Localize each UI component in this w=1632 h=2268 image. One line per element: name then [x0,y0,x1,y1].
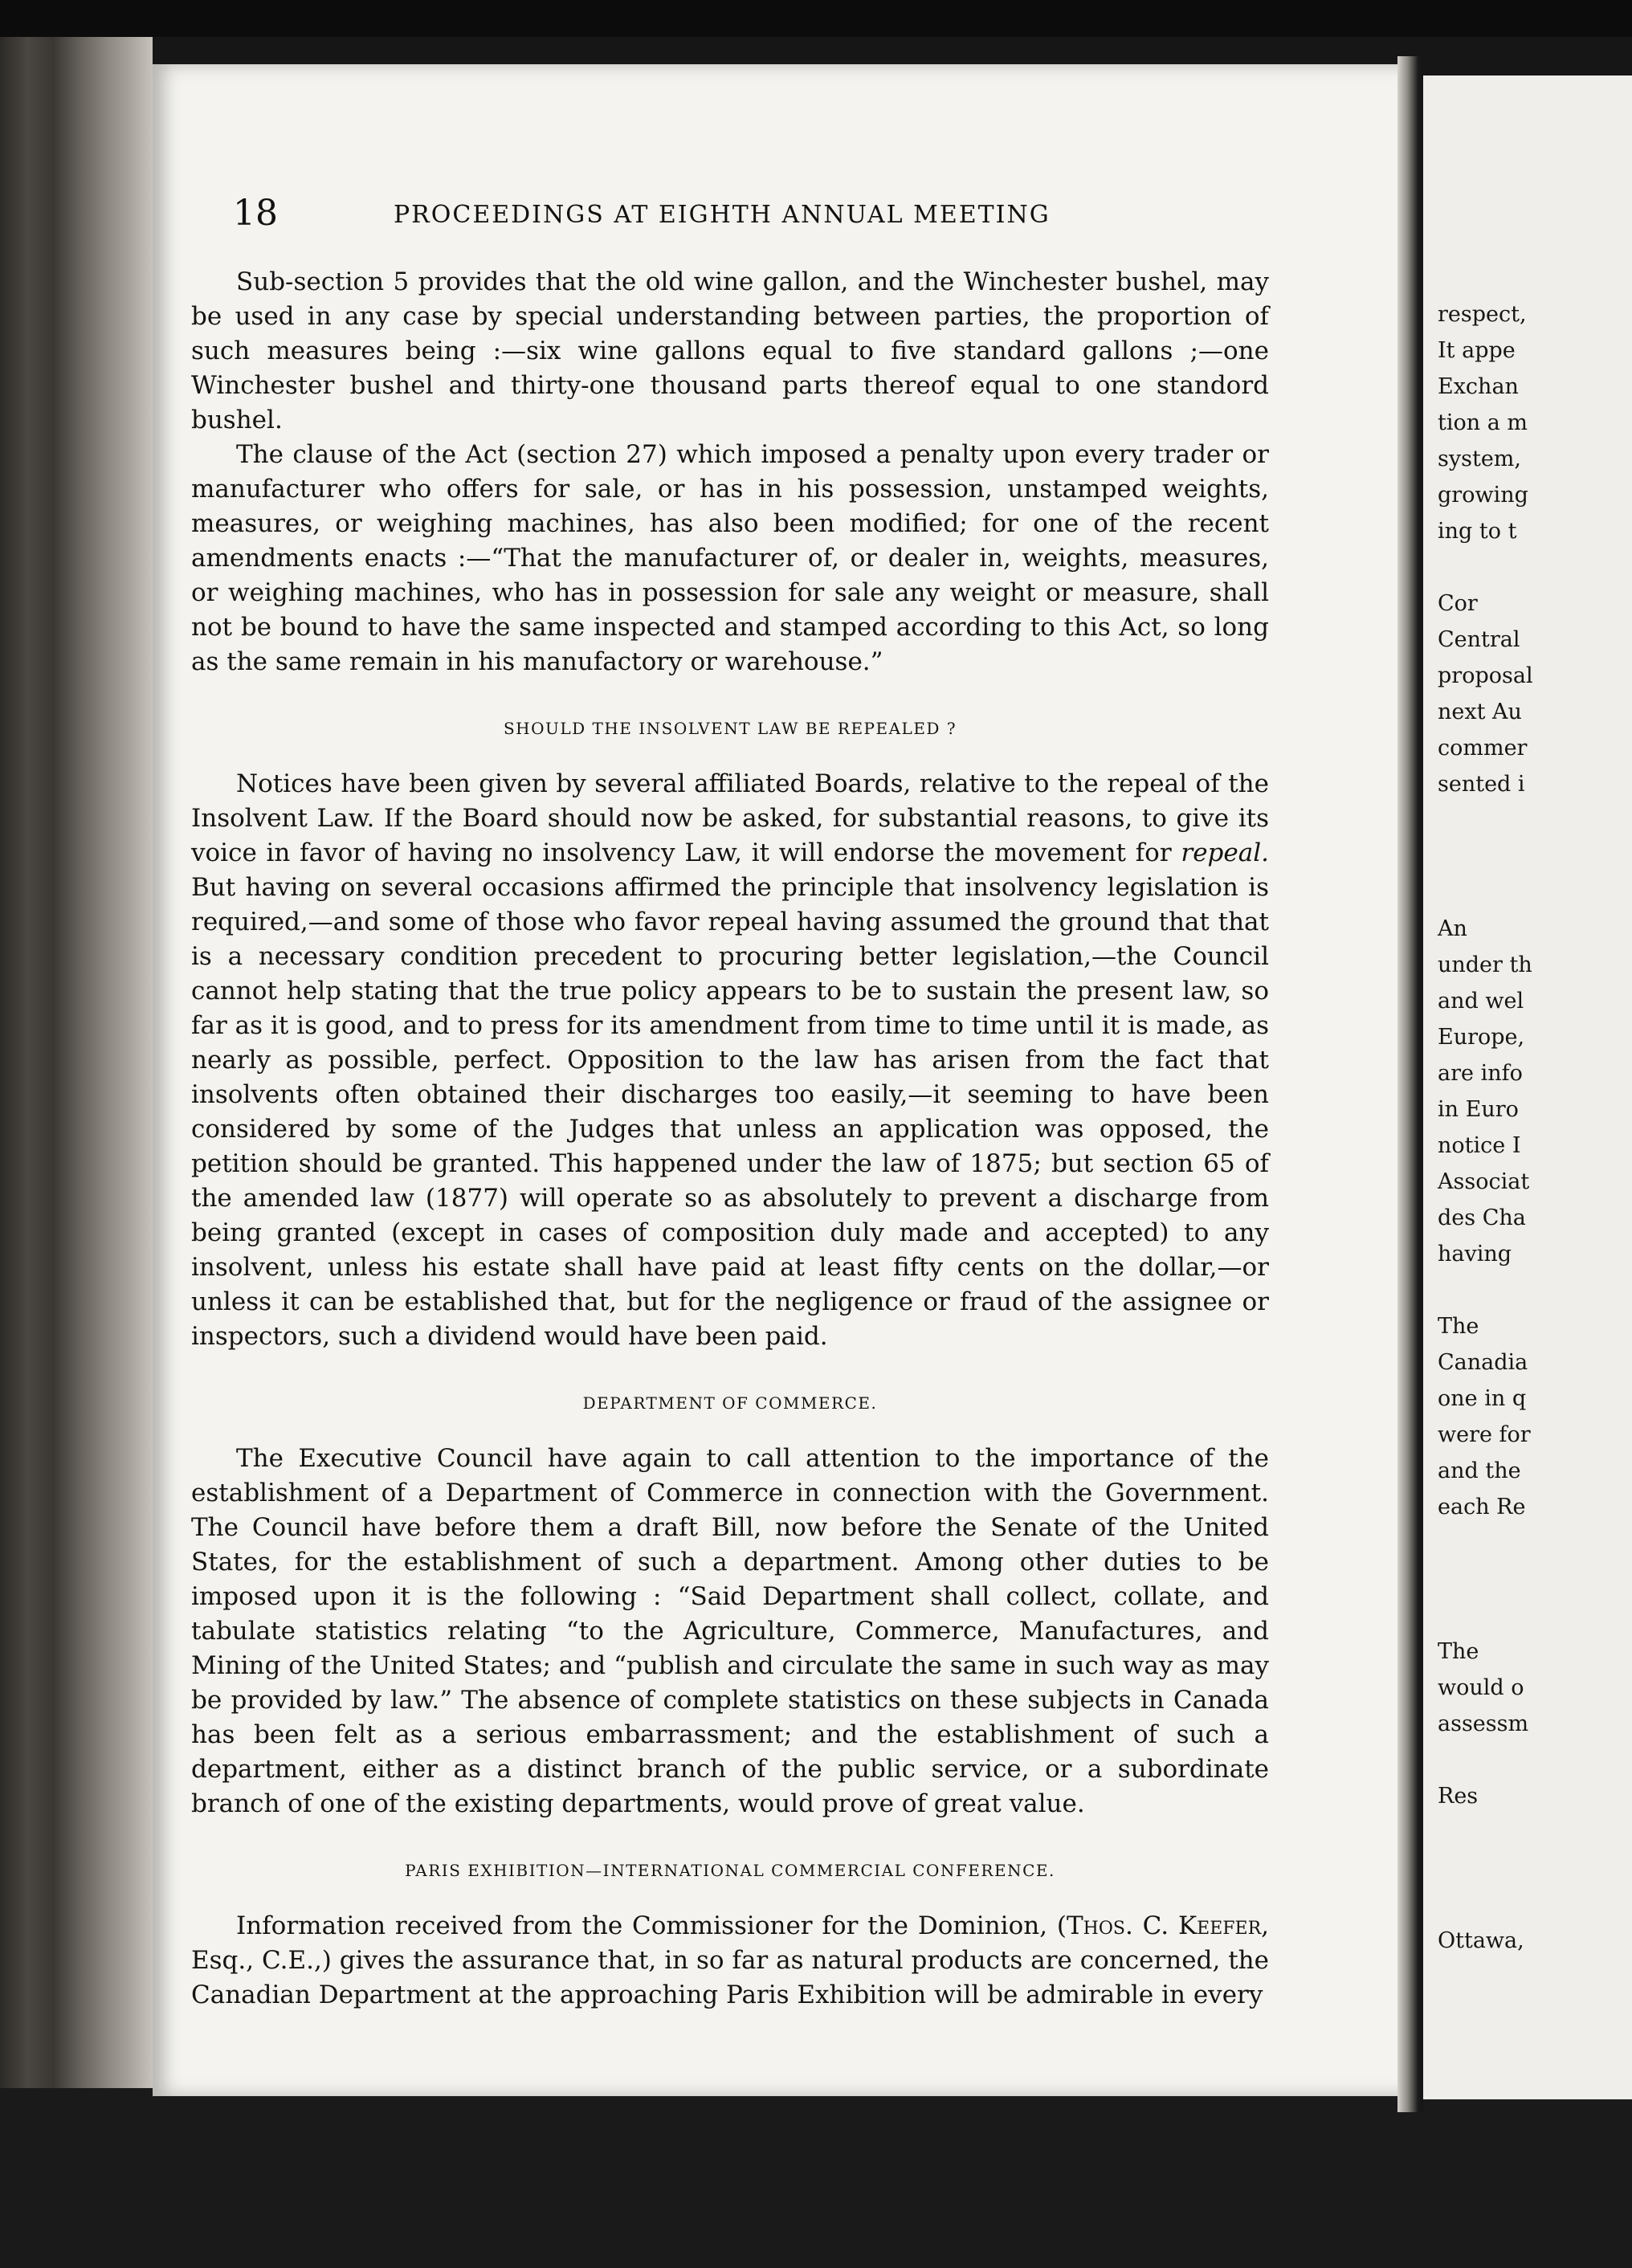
insolvent-text-b: But having on several occasions affirmed the principle that insolvency legislation is required,—and some of those who favor repeal having assumed the ground that that is a necessary condition precedent to procuring better legislation,—the Council cannot help stating that the true policy appears to be to sustain the present law, so far as it is good, and to press for its amendment from time to time until it is made, as nearly as possible, perfect. Opposition to the law has arisen from the fact that insolvents often obtained their discharges too easily,—it seeming to have been considered by some of the Judges that unless an application was opposed, the petition should be granted. This happened under the law of 1875; but section 65 of the amended law (1877) will operate so as absolutely to prevent a discharge from being granted (except in cases of composition duly made and accepted) to any insolvent, unless his estate shall have paid at least fifty cents on the dollar,—or unless it can be established that, but for the negligence or fraud of the assignee or inspectors, such a dividend would have been paid. [191,873,1269,1351]
facing-page-line: ing to t [1438,519,1517,544]
facing-page-line: are info [1438,1061,1523,1086]
page-body [191,265,1269,2013]
facing-page-line: each Re [1438,1495,1526,1519]
insolvent-italic: repeal. [1181,838,1269,867]
facing-page-line: An [1438,916,1467,941]
facing-page-line [1438,1597,1632,1634]
facing-page-line [1438,1561,1632,1597]
facing-page-line: respect, [1438,302,1527,327]
facing-page-line: des Cha [1438,1205,1526,1230]
facing-page-line [1438,1850,1632,1887]
facing-page-line: The [1438,1314,1479,1339]
running-head: PROCEEDINGS AT EIGHTH ANNUAL MEETING [394,201,1051,229]
page-number: 18 [233,193,278,234]
facing-page-line: commer [1438,736,1528,761]
book-gutter [1397,56,1423,2112]
paragraph-paris-exhibition [191,1909,1269,2013]
facing-page-line: proposal [1438,663,1533,688]
scan-top-border [0,0,1632,37]
facing-page-line: and wel [1438,989,1524,1014]
facing-page-line: Central [1438,627,1520,652]
facing-page-line: having [1438,1242,1512,1267]
facing-page-line: in Euro [1438,1097,1519,1122]
facing-page-line [1438,1272,1632,1308]
heading-department-of-commerce: DEPARTMENT OF COMMERCE. [582,1393,878,1413]
heading-insolvent-law: SHOULD THE INSOLVENT LAW BE REPEALED ? [503,719,957,738]
facing-page-line: tion a m [1438,410,1528,435]
commissioner-name: Thos. C. Keefer, [1067,1911,1269,1940]
paragraph-department-of-commerce: The Executive Council have again to call attention to the importance of the establishment of a Department of Commerce in connection with the Government. The Council have before them a draft Bill, now before the Senate of the United States, for the establishment of such a department. Among other duties to be imposed upon it is the following : “Said Department shall collect, collate, and tabulate statistics relating “to the Agriculture, Commerce, Manufactures, and Mining of the United States; and “publish and circulate the same in such way as may be provided by law.” The absence of complete statistics on these subjects in Canada has been felt as a serious embarrassment; and the establishment of such a department, either as a distinct branch of the public service, or a subordinate branch of one of the existing departments, would prove of great value. [191,1444,1269,1818]
facing-page-line: and the [1438,1458,1521,1483]
heading-paris-exhibition: PARIS EXHIBITION—INTERNATIONAL COMMERCIAL CONFERENCE. [405,1861,1055,1880]
paris-text-b: Esq., C.E.,) gives the assurance that, in so far as natural products are concerned, the Canadian Department at the approaching Paris Exhibition will be admirable in every [191,1946,1269,2009]
facing-page-line: system, [1438,447,1521,471]
facing-page-line [1438,838,1632,875]
paragraph-section-27: The clause of the Act (section 27) which imposed a penalty upon every trader or manufacturer who offers for sale, or has in his possession, unstamped weights, measures, or weighing machines, has also been modified; for one of the recent amendments enacts :—“That the manufacturer of, or dealer in, weights, measures, or weighing machines, who has in possession for sale any weight or measure, shall not be bound to have the same inspected and stamped according to this Act, so long as the same remain in his manufactory or warehouse.” [191,440,1269,676]
facing-page-line: under th [1438,952,1532,977]
facing-page-line: sented i [1438,772,1525,797]
page-header [233,193,1277,249]
facing-page-line: would o [1438,1675,1524,1700]
facing-page-text [1438,296,1632,1959]
facing-page-line: Ottawa, [1438,1928,1524,1953]
facing-page-line: Res [1438,1784,1479,1809]
facing-page-line: growing [1438,483,1528,508]
facing-page-line: Cor [1438,591,1478,616]
facing-page-line [1438,549,1632,585]
facing-page-line [1438,1814,1632,1850]
facing-page-line [1438,1742,1632,1778]
facing-page-line: were for [1438,1422,1531,1447]
facing-page-line: notice I [1438,1133,1521,1158]
facing-page-line [1438,1525,1632,1561]
paragraph-subsection-5: Sub-section 5 provides that the old wine gallon, and the Winchester bushel, may be used in any case by special understanding between parties, the proportion of such measures being :—six wine gallons equal to five standard gallons ;—one Winchester bushel and thirty-one thousand parts thereof equal to one standord bushel. [191,267,1269,434]
facing-page-line: assessm [1438,1711,1529,1736]
facing-page-line [1438,875,1632,911]
facing-page-line: next Au [1438,700,1522,724]
facing-page-line: Exchan [1438,374,1519,399]
facing-page-line [1438,1887,1632,1923]
facing-page-line: Associat [1438,1169,1530,1194]
facing-page-line: Canadia [1438,1350,1528,1375]
facing-page [1423,75,1632,2099]
book-edge [0,37,153,2101]
facing-page-line [1438,802,1632,838]
facing-page-line: one in q [1438,1386,1527,1411]
paragraph-insolvent-law [191,767,1269,1354]
scan-bottom-border [0,2088,1632,2268]
insolvent-text-a: Notices have been given by several affiliated Boards, relative to the repeal of the Insolvent Law. If the Board should now be asked, for substantial reasons, to give its voice in favor of having no insolvency Law, it will endorse the movement for [191,769,1269,867]
facing-page-line: The [1438,1639,1479,1664]
paris-text-a: Information received from the Commissioner for the Dominion, ( [236,1911,1067,1940]
facing-page-line: Europe, [1438,1025,1525,1050]
facing-page-line: It appe [1438,338,1516,363]
